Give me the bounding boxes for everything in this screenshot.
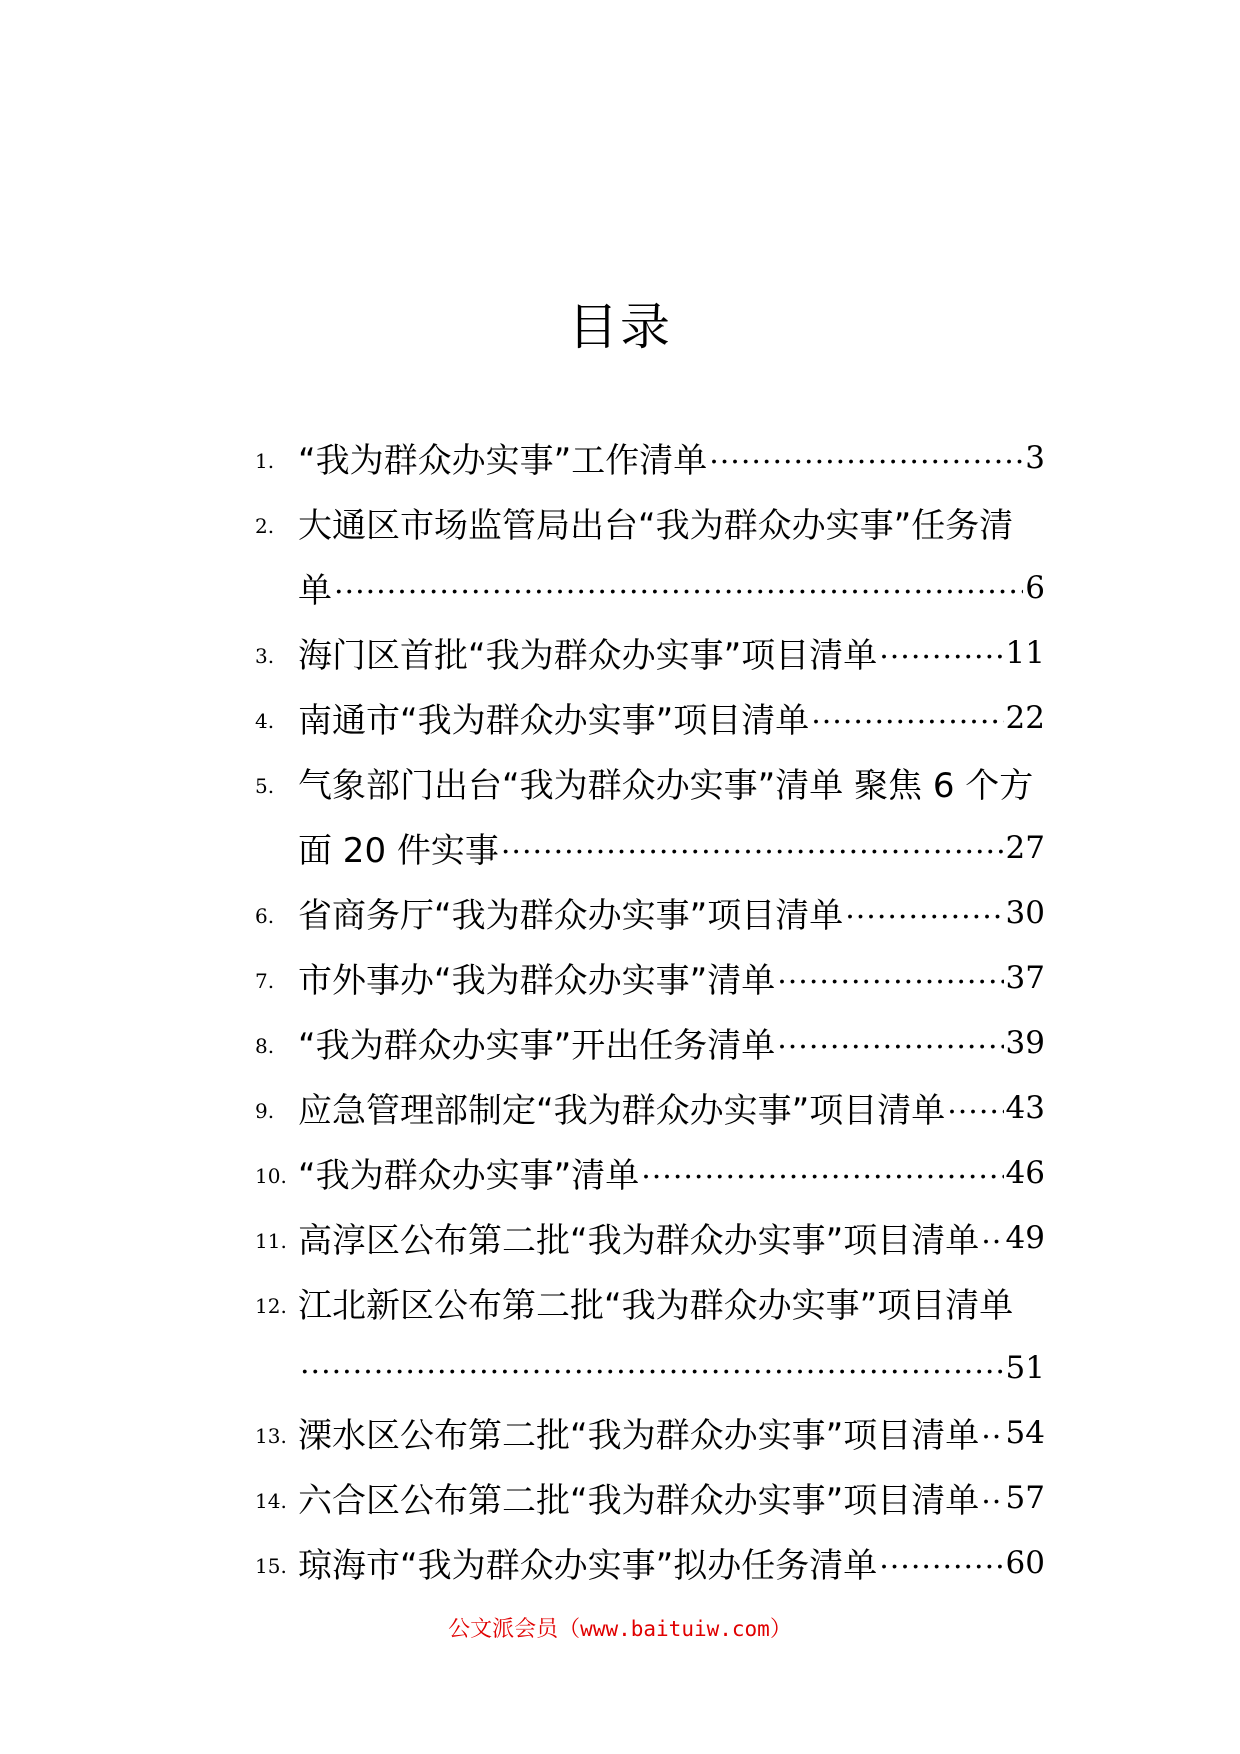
toc-list: [255, 425, 1045, 1595]
toc-dot-leader: [641, 1151, 1003, 1186]
toc-dot-leader: [845, 891, 1003, 926]
toc-entry-number: 7.: [255, 969, 275, 993]
toc-page-number: 27: [1005, 829, 1045, 866]
toc-entry-number: 3.: [255, 644, 275, 668]
toc-line: [255, 1335, 1045, 1400]
toc-line-body: [298, 815, 1045, 880]
toc-line: [255, 1400, 1045, 1465]
toc-entry-number: 8.: [255, 1034, 275, 1058]
toc-entry[interactable]: [255, 1010, 1045, 1075]
footer-credit: [0, 1612, 1240, 1643]
toc-entry-number: 15.: [255, 1554, 287, 1578]
toc-entry-number: 14.: [255, 1489, 287, 1513]
toc-entry[interactable]: [255, 1530, 1045, 1595]
toc-line-body: [298, 1270, 1045, 1335]
toc-entry-title: “我为群众办实事”工作清单: [298, 441, 708, 481]
toc-entry[interactable]: [255, 1205, 1045, 1270]
toc-dot-leader: [879, 1541, 1003, 1576]
toc-line: [255, 750, 1045, 815]
toc-page-number: 46: [1005, 1154, 1045, 1191]
toc-dot-leader: [879, 631, 1003, 666]
toc-line: [255, 490, 1045, 555]
toc-page-number: 60: [1005, 1544, 1045, 1581]
toc-dot-leader: [981, 1476, 1003, 1511]
toc-line: [255, 1205, 1045, 1270]
toc-dot-leader: [709, 436, 1023, 471]
toc-entry-title: 市外事办“我为群众办实事”清单: [298, 961, 776, 1001]
toc-line: [255, 1465, 1045, 1530]
footer-url[interactable]: www.baituiw.com: [580, 1617, 770, 1641]
toc-entry[interactable]: [255, 490, 1045, 620]
toc-dot-leader: [811, 696, 1003, 731]
toc-dot-leader: [981, 1411, 1003, 1446]
toc-line: [255, 685, 1045, 750]
toc-entry-title: “我为群众办实事”开出任务清单: [298, 1026, 776, 1066]
toc-entry-number: 10.: [255, 1164, 287, 1188]
toc-entry-title: 江北新区公布第二批“我为群众办实事”项目清单: [298, 1286, 1014, 1326]
footer-suffix: ）: [769, 1617, 792, 1642]
toc-line-body: [298, 1465, 1045, 1530]
toc-entry-title: 应急管理部制定“我为群众办实事”项目清单: [298, 1091, 946, 1131]
toc-page-number: 51: [1005, 1349, 1045, 1386]
toc-line: [255, 1010, 1045, 1075]
toc-page-number: 43: [1005, 1089, 1045, 1126]
toc-entry-title: 单: [298, 571, 332, 611]
toc-entry-title: 海门区首批“我为群众办实事”项目清单: [298, 636, 878, 676]
toc-entry-number: 9.: [255, 1099, 275, 1123]
toc-line-body: [298, 1400, 1045, 1465]
toc-page-number: 22: [1005, 699, 1045, 736]
toc-line-body: [298, 555, 1045, 620]
toc-entry-title: 溧水区公布第二批“我为群众办实事”项目清单: [298, 1416, 980, 1456]
footer-prefix: 公文派会员（: [448, 1617, 581, 1642]
toc-entry-number: 6.: [255, 904, 275, 928]
toc-entry[interactable]: [255, 1140, 1045, 1205]
toc-entry[interactable]: [255, 750, 1045, 880]
toc-entry[interactable]: [255, 425, 1045, 490]
toc-dot-leader: [334, 566, 1023, 601]
toc-entry[interactable]: [255, 620, 1045, 685]
toc-page-number: 54: [1005, 1414, 1045, 1451]
toc-entry[interactable]: [255, 1075, 1045, 1140]
toc-line: [255, 425, 1045, 490]
toc-line-body: [298, 1530, 1045, 1595]
toc-line: [255, 945, 1045, 1010]
toc-line-body: [298, 945, 1045, 1010]
toc-line-body: [298, 1075, 1045, 1140]
toc-line: [255, 555, 1045, 620]
toc-entry[interactable]: [255, 880, 1045, 945]
toc-page-number: 3: [1025, 439, 1045, 476]
toc-entry-number: 12.: [255, 1294, 287, 1318]
toc-entry[interactable]: [255, 685, 1045, 750]
toc-entry-title: 面 20 件实事: [298, 831, 499, 871]
toc-entry-title: 南通市“我为群众办实事”项目清单: [298, 701, 810, 741]
toc-page-number: 30: [1005, 894, 1045, 931]
toc-line: [255, 1270, 1045, 1335]
toc-dot-leader: [777, 956, 1003, 991]
toc-entry-title: 高淳区公布第二批“我为群众办实事”项目清单: [298, 1221, 980, 1261]
toc-entry[interactable]: [255, 945, 1045, 1010]
toc-entry-title: 省商务厅“我为群众办实事”项目清单: [298, 896, 844, 936]
toc-line: [255, 815, 1045, 880]
toc-line: [255, 1075, 1045, 1140]
toc-line: [255, 620, 1045, 685]
toc-line: [255, 1530, 1045, 1595]
toc-line-body: [298, 1205, 1045, 1270]
toc-entry-title: 气象部门出台“我为群众办实事”清单 聚焦 6 个方: [298, 766, 1034, 806]
toc-dot-leader: [981, 1216, 1003, 1251]
toc-page-number: 11: [1005, 634, 1045, 671]
toc-page-number: 39: [1005, 1024, 1045, 1061]
toc-entry[interactable]: [255, 1465, 1045, 1530]
toc-line: [255, 1140, 1045, 1205]
toc-line-body: [298, 1010, 1045, 1075]
toc-entry[interactable]: [255, 1400, 1045, 1465]
toc-line-body: [298, 750, 1045, 815]
toc-entry-number: 1.: [255, 449, 275, 473]
toc-entry-number: 11.: [255, 1229, 287, 1253]
toc-page-number: 6: [1025, 569, 1045, 606]
toc-entry-title: 大通区市场监管局出台“我为群众办实事”任务清: [298, 506, 1014, 546]
toc-entry-number: 5.: [255, 774, 275, 798]
toc-entry-title: 琼海市“我为群众办实事”拟办任务清单: [298, 1546, 878, 1586]
toc-entry-number: 13.: [255, 1424, 287, 1448]
toc-dot-leader: [300, 1346, 1004, 1381]
toc-line-body: [298, 425, 1045, 490]
toc-dot-leader: [947, 1086, 1003, 1121]
toc-entry-title: 六合区公布第二批“我为群众办实事”项目清单: [298, 1481, 980, 1521]
toc-title: 目录: [568, 298, 672, 356]
toc-dot-leader: [777, 1021, 1003, 1056]
toc-page-number: 37: [1005, 959, 1045, 996]
toc-line-body: [298, 1335, 1045, 1400]
toc-line-body: [298, 685, 1045, 750]
toc-line-body: [298, 620, 1045, 685]
toc-entry-number: 2.: [255, 514, 275, 538]
toc-entry[interactable]: [255, 1270, 1045, 1400]
toc-line-body: [298, 880, 1045, 945]
toc-page-number: 57: [1005, 1479, 1045, 1516]
toc-line: [255, 880, 1045, 945]
toc-entry-title: “我为群众办实事”清单: [298, 1156, 640, 1196]
toc-dot-leader: [501, 826, 1004, 861]
toc-entry-number: 4.: [255, 709, 275, 733]
toc-line-body: [298, 1140, 1045, 1205]
toc-line-body: [298, 490, 1045, 555]
toc-page-number: 49: [1005, 1219, 1045, 1256]
